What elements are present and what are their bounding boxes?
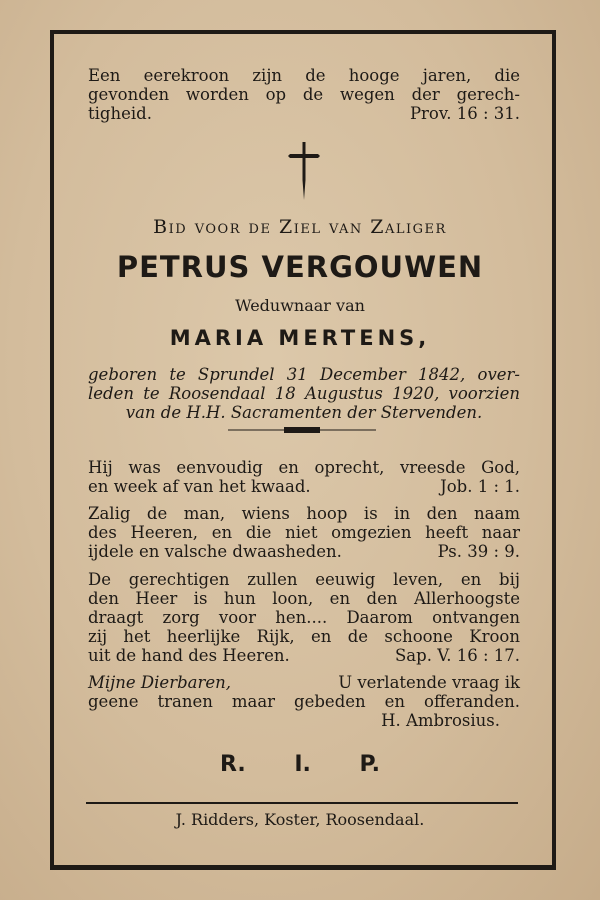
closing-line: geene tranen maar gebeden en offeranden. (88, 692, 520, 711)
verse-line: draagt zorg voor hen.... Daarom ontvangen (88, 608, 520, 627)
rip-letter: R. (220, 752, 246, 777)
verse-line: Zalig de man, wiens hoop is in den naam (88, 504, 520, 523)
verse-line: ijdele en valsche dwaasheden. (88, 542, 342, 561)
life-line: leden te Roosendaal 18 Augustus 1920, voorzien (88, 384, 520, 403)
rip (220, 752, 380, 777)
epigraph-line: Een eerekroon zijn de hooge jaren, die (88, 66, 520, 85)
life-line: van de H.H. Sacramenten der Stervenden. (125, 403, 483, 422)
verse (88, 570, 520, 665)
verse (88, 458, 520, 496)
verse-line: zij het heerlijke Rijk, en de schoone Kroon (88, 627, 520, 646)
relation-label: Weduwnaar van (235, 296, 365, 315)
verse (88, 504, 520, 561)
epigraph-line: gevonden worden op de wegen der gerech- (88, 85, 520, 104)
closing-address: Mijne Dierbaren, (88, 673, 232, 692)
life-details (88, 365, 520, 422)
prayer-heading: Bid voor de Ziel van Zaliger (153, 216, 447, 238)
closing-attribution: H. Ambrosius. (381, 711, 500, 730)
verse-line: en week af van het kwaad. (88, 477, 311, 496)
verse-line: uit de hand des Heeren. (88, 646, 290, 665)
closing-line: U verlatende vraag ik (338, 673, 520, 692)
epigraph (88, 66, 520, 123)
divider-line (86, 802, 518, 804)
verse-line: des Heeren, en die niet omgezien heeft naar (88, 523, 520, 542)
ornament-divider (228, 424, 376, 436)
epigraph-line: tigheid. (88, 104, 152, 123)
closing-quote (88, 673, 520, 730)
verse-line: Hij was eenvoudig en oprecht, vreesde God, (88, 458, 520, 477)
deceased-name: PETRUS VERGOUWEN (116, 250, 484, 284)
verse-reference: Sap. V. 16 : 17. (395, 646, 520, 665)
verse-reference: Job. 1 : 1. (440, 477, 520, 496)
verse-line: den Heer is hun loon, en den Allerhoogste (88, 589, 520, 608)
life-line: geboren te Sprundel 31 December 1842, over- (88, 365, 520, 384)
rip-letter: P. (359, 752, 380, 777)
rip-letter: I. (294, 752, 311, 777)
verse-reference: Ps. 39 : 9. (437, 542, 520, 561)
spouse-name: MARIA MERTENS, (169, 326, 431, 350)
cross-icon (286, 140, 322, 204)
epigraph-reference: Prov. 16 : 31. (409, 104, 520, 123)
printer-credit: J. Ridders, Koster, Roosendaal. (175, 810, 425, 829)
verse-line: De gerechtigen zullen eeuwig leven, en bij (88, 570, 520, 589)
